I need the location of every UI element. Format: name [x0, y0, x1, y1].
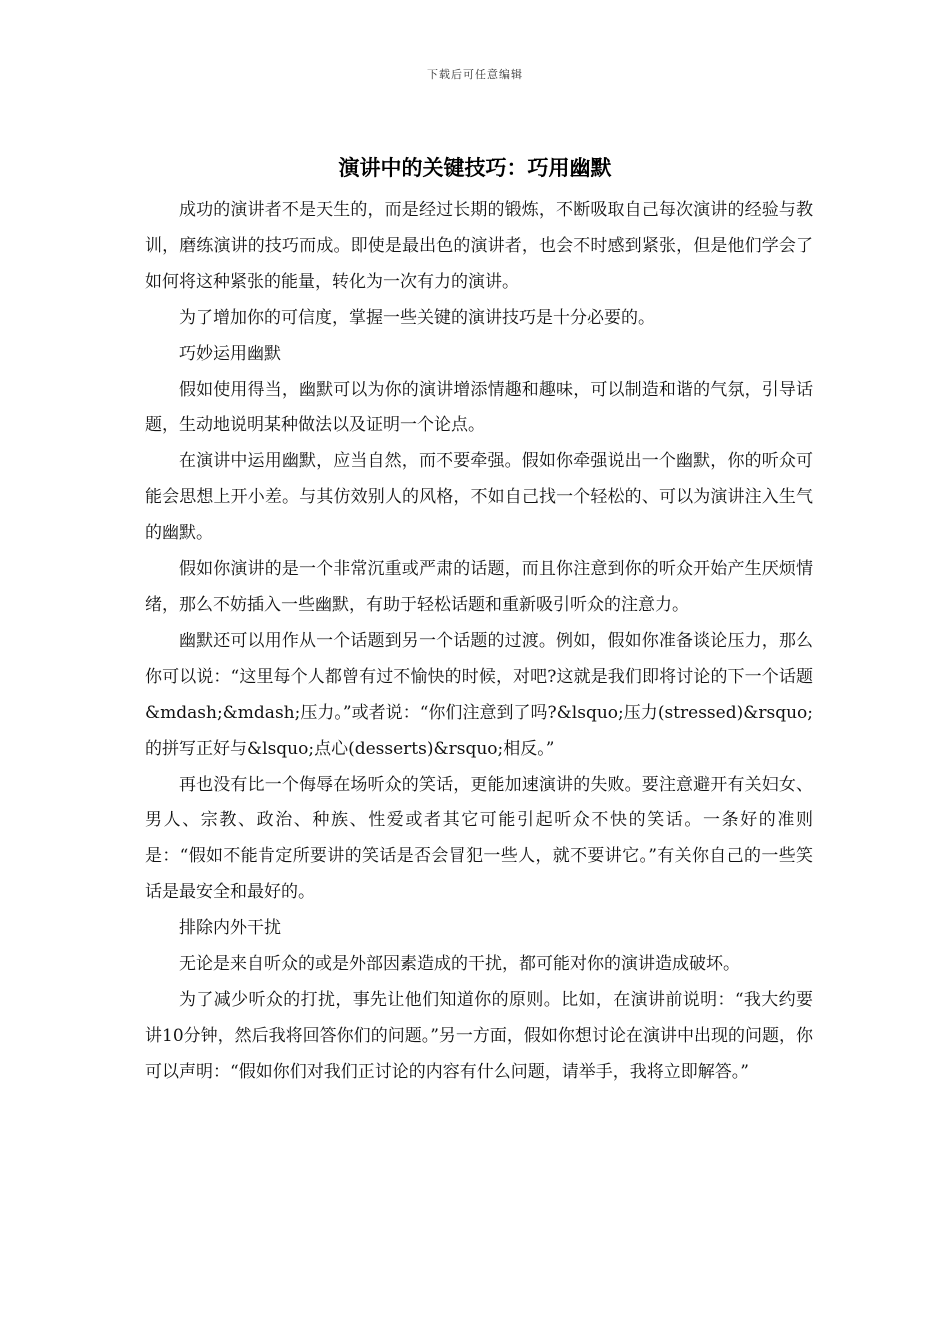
paragraph-humor-benefits: 假如使用得当，幽默可以为你的演讲增添情趣和趣味，可以制造和谐的气氛，引导话题，生动地说明某种做法以及证明一个论点。 — [145, 379, 813, 436]
section-heading-interference: 排除内外干扰 — [179, 918, 281, 939]
paragraph-interference-damage: 无论是来自听众的或是外部因素造成的干扰，都可能对你的演讲造成破坏。 — [179, 954, 740, 975]
document-body — [145, 193, 813, 1091]
paragraph-humor-transition: 幽默还可以用作从一个话题到另一个话题的过渡。例如，假如你准备谈论压力，那么你可以说：“这里每个人都曾有过不愉快的时候，对吧?这就是我们即将讨论的下一个话题&mdash;&mdash;压力。”或者说：“你们注意到了吗?&lsquo;压力(stressed)&rsquo;的拼写正好与&lsquo;点心(desserts)&rsquo;相反。” — [145, 630, 813, 759]
paragraph-humor-serious-topic: 假如你演讲的是一个非常沉重或严肃的话题，而且你注意到你的听众开始产生厌烦情绪，那么不妨插入一些幽默，有助于轻松话题和重新吸引听众的注意力。 — [145, 559, 813, 615]
paragraph-intro: 成功的演讲者不是天生的，而是经过长期的锻炼，不断吸取自己每次演讲的经验与教训，磨练演讲的技巧而成。即使是最出色的演讲者，也会不时感到紧张，但是他们学会了如何将这种紧张的能量，转化为一次有力的演讲。 — [145, 200, 813, 292]
paragraph-interference-rules: 为了减少听众的打扰，事先让他们知道你的原则。比如，在演讲前说明：“我大约要讲10分钟，然后我将回答你们的问题。”另一方面，假如你想讨论在演讲中出现的问题，你可以声明：“假如你们对我们正讨论的内容有什么问题，请举手，我将立即解答。” — [145, 989, 813, 1082]
paragraph-humor-avoid-insult: 再也没有比一个侮辱在场听众的笑话，更能加速演讲的失败。要注意避开有关妇女、男人、宗教、政治、种族、性爱或者其它可能引起听众不快的笑话。一条好的准则是：“假如不能肯定所要讲的笑话是否会冒犯一些人，就不要讲它。”有关你自己的一些笑话是最安全和最好的。 — [145, 774, 813, 903]
page-header-note: 下载后可任意编辑 — [427, 68, 523, 81]
document-title: 演讲中的关键技巧：巧用幽默 — [338, 156, 612, 180]
paragraph-humor-natural: 在演讲中运用幽默，应当自然，而不要牵强。假如你牵强说出一个幽默，你的听众可能会思想上开小差。与其仿效别人的风格，不如自己找一个轻松的、可以为演讲注入生气的幽默。 — [145, 451, 813, 544]
section-heading-humor: 巧妙运用幽默 — [179, 343, 281, 364]
paragraph-credibility: 为了增加你的可信度，掌握一些关键的演讲技巧是十分必要的。 — [179, 307, 655, 328]
